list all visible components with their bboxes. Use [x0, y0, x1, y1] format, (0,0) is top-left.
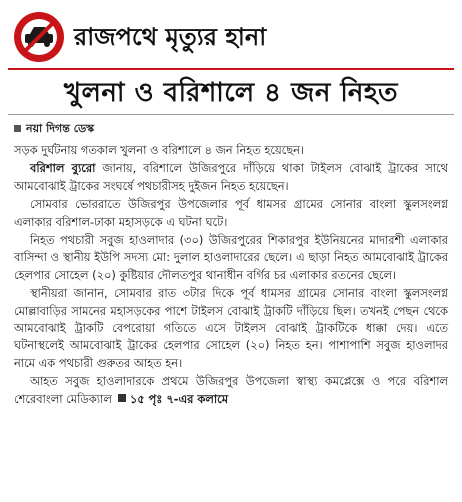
dateline-lead: বরিশাল ব্যুরো [30, 161, 96, 176]
byline-bullet-icon [14, 125, 21, 132]
article-headline: খুলনা ও বরিশালে ৪ জন নিহত [63, 78, 399, 108]
byline [14, 120, 94, 138]
section-header-band [8, 8, 454, 70]
paragraph [14, 196, 448, 231]
paragraph-text: নিহত পথচারী সবুজ হাওলাদার (৩০) উজিরপুরের শিকারপুর ইউনিয়নের মাদারশী এলাকার বাসিন্দা ও স্থানীয় ইউপি সদস্য মো: দুলাল হাওলাদারের ছেলে। এ ছাড়া নিহত আমবোঝাই ট্রাকের হেলপার সোহেল (২০) কুষ্টিয়ার দৌলতপুর থানাধীন বর্গির চর এলাকার রতনের ছেলে। [14, 233, 448, 282]
paragraph-text: জানায়, বরিশালে উজিরপুরে দাঁড়িয়ে থাকা টাইলস বোঝাই ট্রাকের সাথে আমবোঝাই ট্রাকের সংঘর্ষে পথচারীসহ দুইজন নিহত হয়েছেন। [14, 161, 448, 193]
paragraph [14, 285, 448, 372]
paragraph-text: আহত সবুজ হাওলাদারকে প্রথমে উজিরপুর উপজেলা স্বাস্থ্য কমপ্লেক্সে ও পরে বরিশাল শেরেবাংলা মেডিক্যাল [14, 374, 448, 406]
paragraph [14, 160, 448, 195]
section-kicker: রাজপথে মৃত্যুর হানা [74, 23, 267, 51]
road-accident-logo-icon [12, 10, 66, 64]
paragraph [14, 373, 448, 408]
paragraph [14, 142, 448, 159]
paragraph-text: সড়ক দুর্ঘটনায় গতকাল খুলনা ও বরিশালে ৪ জন নিহত হয়েছেন। [14, 143, 305, 157]
paragraph-text: সোমবার ভোররাতে উজিরপুর উপজেলার পূর্ব ধামসর গ্রামের সোনার বাংলা স্কুলসংলগ্ন এলাকার বরিশাল-ঢাকা মহাসড়কে এ ঘটনা ঘটে। [14, 197, 448, 229]
continuation-jump[interactable]: ১৫ পৃঃ ৭-এর কলামে [129, 391, 229, 406]
article-body [14, 142, 448, 409]
paragraph [14, 232, 448, 284]
headline-rule [8, 114, 454, 115]
paragraph-text: স্থানীয়রা জানান, সোমবার রাত ৩টার দিকে পূর্ব ধামসর গ্রামের সোনার বাংলা স্কুলসংলগ্ন মোল্লাবাড়ির সামনের মহাসড়কের পাশে টাইলস বোঝাই ট্রাকটি দাঁড়িয়ে ছিল। তখনই পেছন থেকে আমবোঝাই ট্রাকটি বেপরোয়া গতিতে এসে টাইলস বোঝাই ট্রাকটিকে ধাক্কা দেয়। এতে ঘটনাস্থলেই আমবোঝাই ট্রাকের হেলপার সোহেল (২০) নিহত হন। পাশাপাশি সবুজ হাওলাদর নামে এক পথচারী গুরুতর আহত হন। [14, 286, 448, 370]
jump-marker-icon [118, 394, 126, 402]
byline-text: নয়া দিগন্ত ডেস্ক [26, 122, 95, 135]
